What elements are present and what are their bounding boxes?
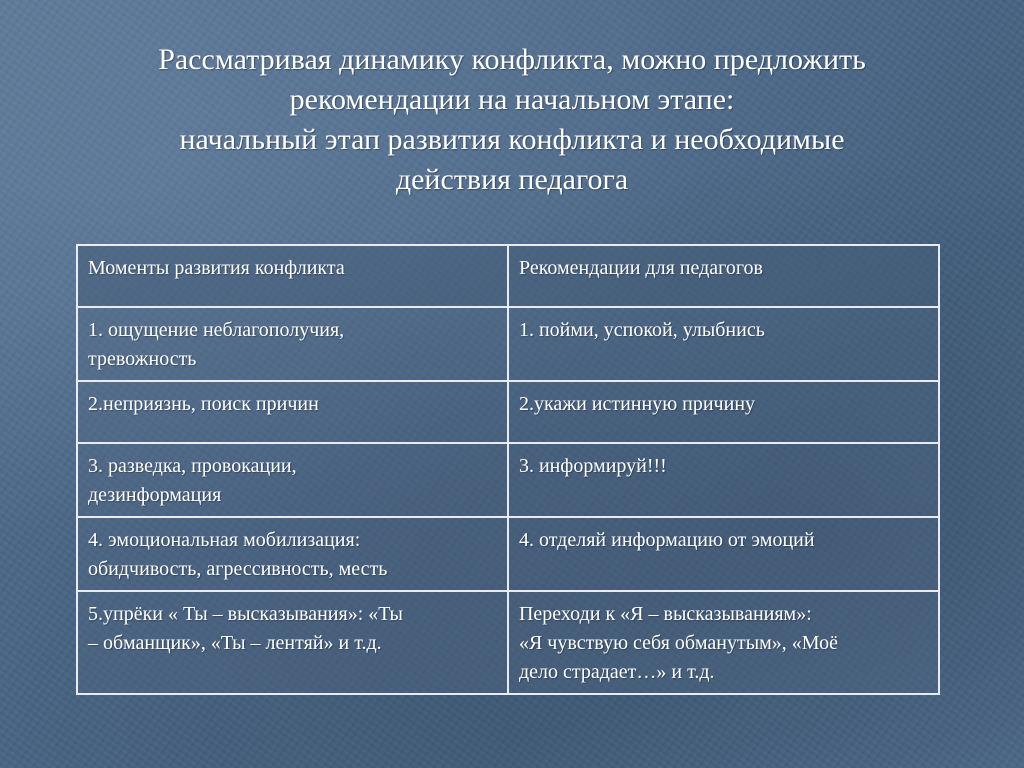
title-line: действия педагога	[395, 163, 629, 196]
slide-title	[60, 40, 964, 200]
moment-cell	[77, 307, 508, 381]
table-header-row	[77, 245, 939, 307]
moment-cell	[77, 591, 508, 694]
cell-text: 5.упрёки « Ты – высказывания»: «Ты	[88, 603, 403, 625]
header-recommendations: Рекомендации для педагогов	[508, 245, 939, 307]
cell-text: «Я чувствую себя обманутым», «Моё	[518, 632, 838, 654]
cell-text: 3. разведка, провокации,	[88, 455, 297, 477]
table-row	[77, 517, 939, 591]
cell-text: 1. пойми, успокой, улыбнись	[518, 319, 765, 341]
table-row	[77, 443, 939, 517]
title-line: рекомендации на начальном этапе:	[289, 83, 735, 116]
recommendation-cell	[508, 517, 939, 591]
cell-text: дело страдает…» и т.д.	[518, 661, 715, 683]
recommendation-cell	[508, 443, 939, 517]
title-line: Рассматривая динамику конфликта, можно предложить	[158, 43, 866, 76]
title-line: начальный этап развития конфликта и необходимые	[179, 123, 845, 156]
conflict-table-container	[76, 244, 940, 695]
moment-cell	[77, 443, 508, 517]
table-row	[77, 591, 939, 694]
table-row	[77, 381, 939, 443]
moment-cell	[77, 517, 508, 591]
cell-text: 2.неприязнь, поиск причин	[88, 393, 319, 415]
header-moments: Моменты развития конфликта	[77, 245, 508, 307]
cell-text: 4. эмоциональная мобилизация:	[88, 529, 361, 551]
recommendation-cell	[508, 591, 939, 694]
cell-text: обидчивость, агрессивность, месть	[88, 558, 388, 580]
conflict-recommendations-table	[76, 244, 940, 695]
cell-text: 2.укажи истинную причину	[518, 393, 756, 415]
cell-text: 1. ощущение неблагополучия,	[88, 319, 345, 341]
cell-text: дезинформация	[88, 484, 222, 506]
recommendation-cell	[508, 381, 939, 443]
cell-text: 4. отделяй информацию от эмоций	[518, 529, 815, 551]
cell-text: – обманщик», «Ты – лентяй» и т.д.	[88, 632, 382, 654]
moment-cell	[77, 381, 508, 443]
cell-text: Переходи к «Я – высказываниям»:	[518, 603, 812, 625]
table-row	[77, 307, 939, 381]
cell-text: тревожность	[88, 348, 197, 370]
cell-text: 3. информируй!!!	[518, 455, 667, 477]
recommendation-cell	[508, 307, 939, 381]
